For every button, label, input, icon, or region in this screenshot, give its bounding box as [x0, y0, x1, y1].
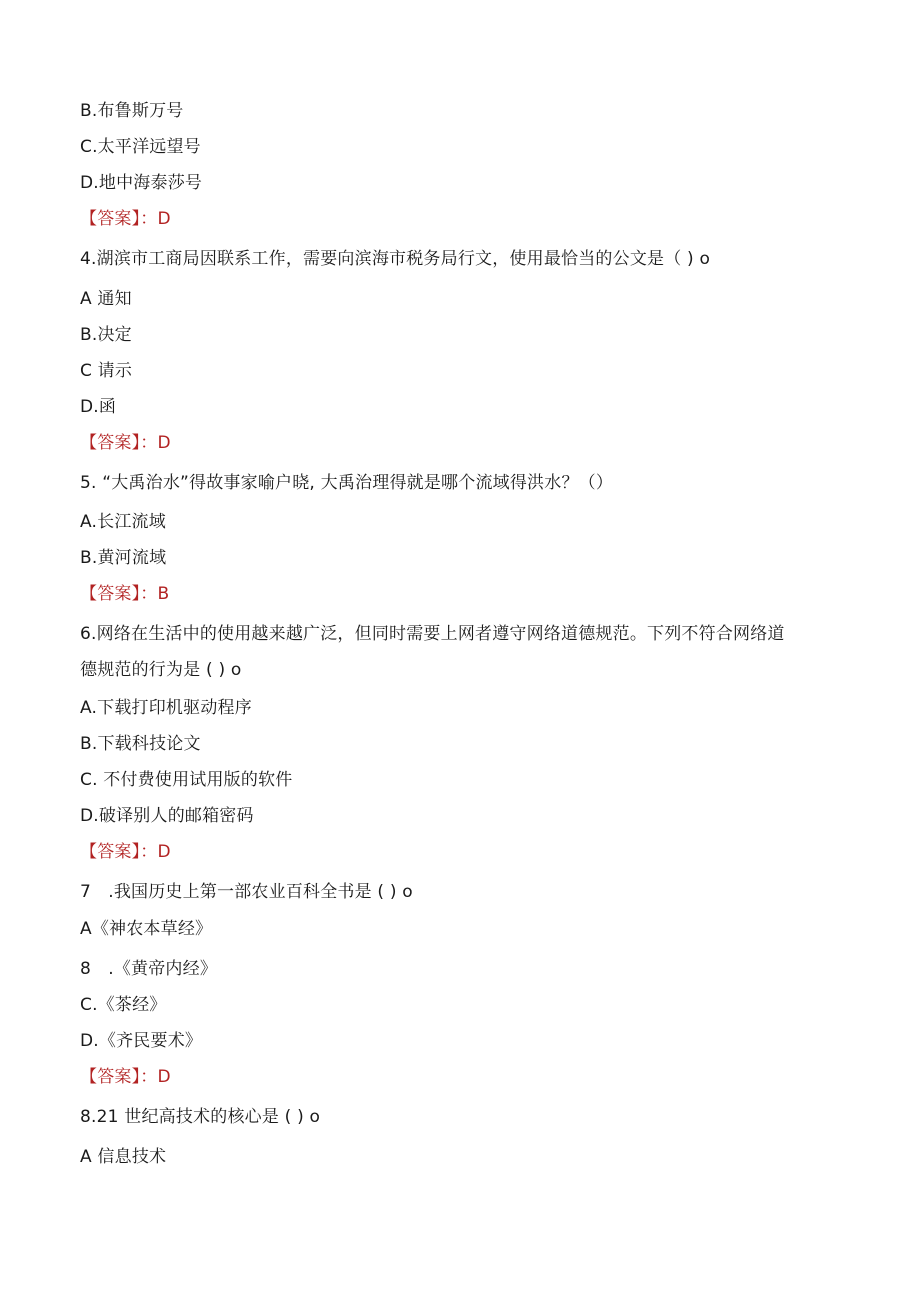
question-line: 德规范的行为是 ( ) o	[80, 660, 242, 680]
option-line: A 信息技术	[80, 1147, 167, 1167]
option-line: A《神农本草经》	[80, 919, 213, 939]
option-line: A 通知	[80, 289, 132, 309]
option-line: B.布鲁斯万号	[80, 101, 184, 121]
answer-line: 【答案】：D	[80, 209, 171, 229]
option-line: C.太平洋远望号	[80, 137, 201, 157]
option-line: B.下载科技论文	[80, 734, 201, 754]
option-line: D.函	[80, 397, 117, 417]
option-line: A.下载打印机驱动程序	[80, 698, 252, 718]
question-line: 6.网络在生活中的使用越来越广泛，但同时需要上网者遵守网络道德规范。下列不符合网络道	[80, 624, 785, 644]
question-line: 4.湖滨市工商局因联系工作，需要向滨海市税务局行文，使用最恰当的公文是（ ) o	[80, 249, 711, 269]
option-line: C.《茶经》	[80, 995, 167, 1015]
answer-line: 【答案】：B	[80, 584, 170, 604]
option-line: 8 .《黄帝内经》	[80, 959, 218, 979]
question-line: 5. “大禹治水”得故事家喻户晓, 大禹治理得就是哪个流域得洪水？（）	[80, 473, 614, 493]
option-line: D.《齐民要术》	[80, 1031, 203, 1051]
option-line: D.地中海泰莎号	[80, 173, 203, 193]
answer-line: 【答案】：D	[80, 1067, 171, 1087]
option-line: D.破译别人的邮箱密码	[80, 806, 254, 826]
option-line: C 请示	[80, 361, 133, 381]
answer-line: 【答案】：D	[80, 433, 171, 453]
question-line: 8.21 世纪高技术的核心是 ( ) o	[80, 1107, 321, 1127]
answer-line: 【答案】：D	[80, 842, 171, 862]
option-line: C. 不付费使用试用版的软件	[80, 770, 293, 790]
option-line: A.长江流域	[80, 512, 166, 532]
option-line: B.黄河流域	[80, 548, 167, 568]
option-line: B.决定	[80, 325, 132, 345]
question-line: 7 .我国历史上第一部农业百科全书是 ( ) o	[80, 882, 413, 902]
